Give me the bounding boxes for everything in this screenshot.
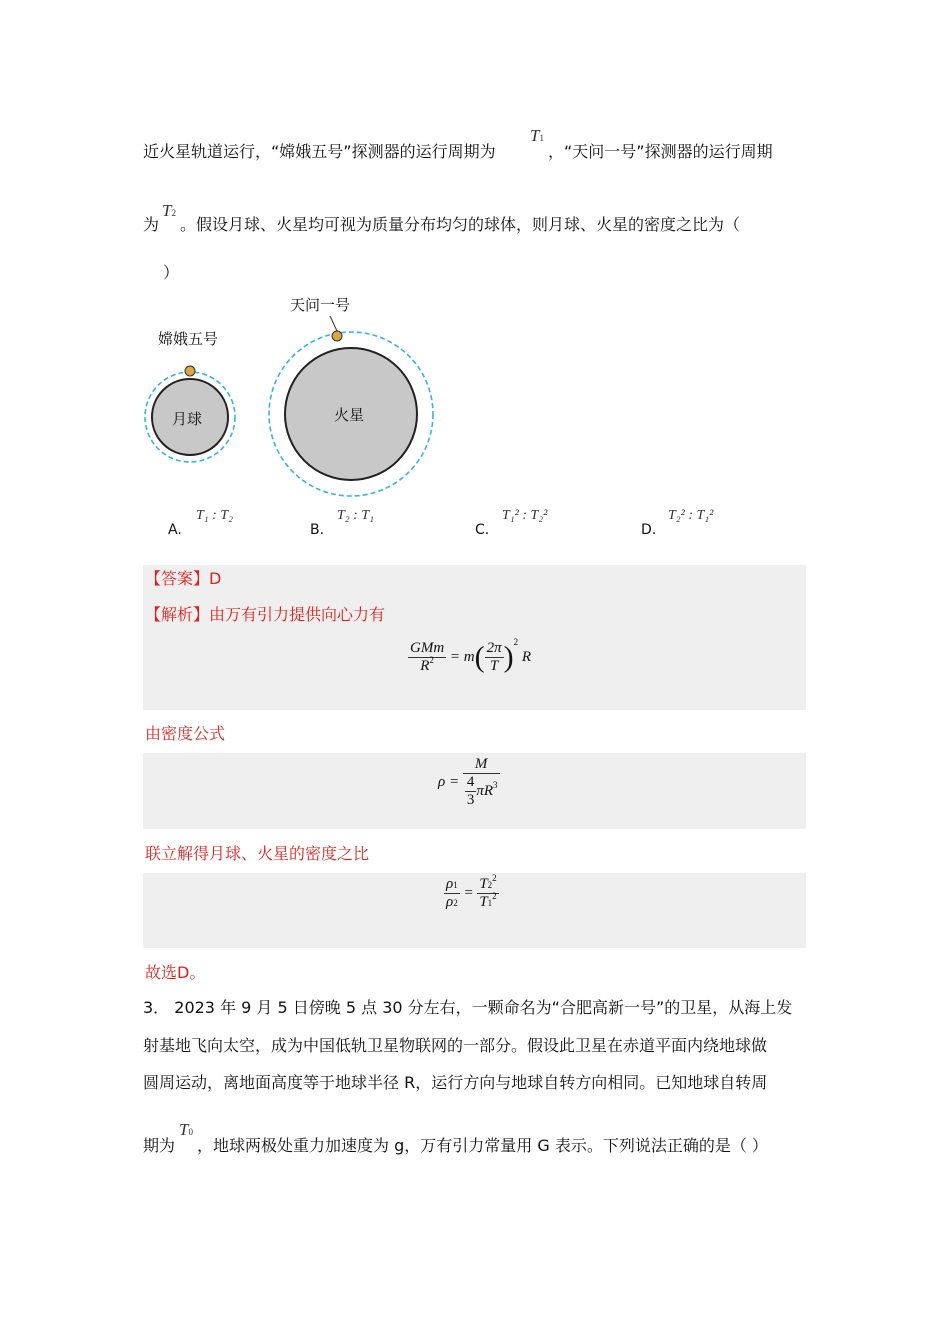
analysis-line: 【解析】由万有引力提供向心力有: [145, 605, 386, 624]
chang-e-probe: [185, 366, 195, 376]
answer-box: [143, 565, 806, 710]
label-tianwen: 天问一号: [290, 296, 351, 314]
option-a-expr[interactable]: T₁ : T₂: [196, 508, 233, 523]
q3-line-4-tail: ，地球两极处重力加速度为 g，万有引力常量用 G 表示。下列说法正确的是（ ）: [197, 1136, 768, 1155]
option-c-expr[interactable]: T₁² : T₂²: [502, 508, 548, 523]
equation-gravity: $\frac{\text{GMm}}{R^2}$ = m( $\frac{2\pi}{T}$ )$^2$ R: [410, 636, 532, 674]
option-b-letter[interactable]: B.: [310, 522, 325, 538]
q3-line-3: 圆周运动，离地面高度等于地球半径 R，运行方向与地球自转方向相同。已知地球自转周: [143, 1073, 768, 1092]
conclusion: 故选D。: [145, 963, 206, 982]
symbol-T2: T2: [162, 201, 176, 220]
intro-text: 近火星轨道运行，“嫦娥五号”探测器的运行周期为: [143, 142, 496, 161]
option-a-letter[interactable]: A.: [168, 522, 182, 538]
symbol-T1: T1: [530, 126, 544, 145]
option-d-letter[interactable]: D.: [641, 522, 657, 538]
density-formula-text: 由密度公式: [145, 724, 226, 743]
orbit-figure: [0, 0, 950, 520]
q3-line-1: 3． 2023 年 9 月 5 日傍晚 5 点 30 分左右，一颗命名为“合肥高新一号”的卫星，从海上发: [143, 998, 793, 1017]
option-c-letter[interactable]: C.: [475, 522, 490, 538]
intro-line-2: 为: [143, 215, 160, 234]
answer-line: 【答案】D: [145, 569, 222, 588]
intro-line-1-tail: ，“天问一号”探测器的运行周期: [548, 142, 773, 161]
symbol-T0: T0: [179, 1120, 193, 1139]
label-mars: 火星: [334, 406, 365, 424]
equation-ratio: $\frac{\rho 1}{\rho 2}$ = $\frac{T2^2}{T1^2}$: [446, 873, 497, 910]
option-d-expr[interactable]: T₂² : T₁²: [668, 508, 714, 523]
label-moon: 月球: [172, 410, 203, 428]
option-b-expr[interactable]: T₂ : T₁: [337, 508, 374, 523]
q3-line-2: 射基地飞向太空，成为中国低轨卫星物联网的一部分。假设此卫星在赤道平面内绕地球做: [143, 1036, 768, 1055]
intro-line-3: ）: [163, 263, 180, 282]
tianwen-probe: [332, 331, 342, 341]
label-chang-e: 嫦娥五号: [158, 330, 219, 348]
intro-line-2-tail: 。假设月球、火星均可视为质量分布均匀的球体，则月球、火星的密度之比为（: [180, 215, 741, 234]
q3-line-4: 期为: [143, 1136, 176, 1155]
combine-text: 联立解得月球、火星的密度之比: [145, 844, 370, 863]
equation-density: ρ = M $\frac{4}{3}$ $\pi R^3$: [438, 756, 498, 808]
tianwen-pointer: [330, 316, 337, 331]
